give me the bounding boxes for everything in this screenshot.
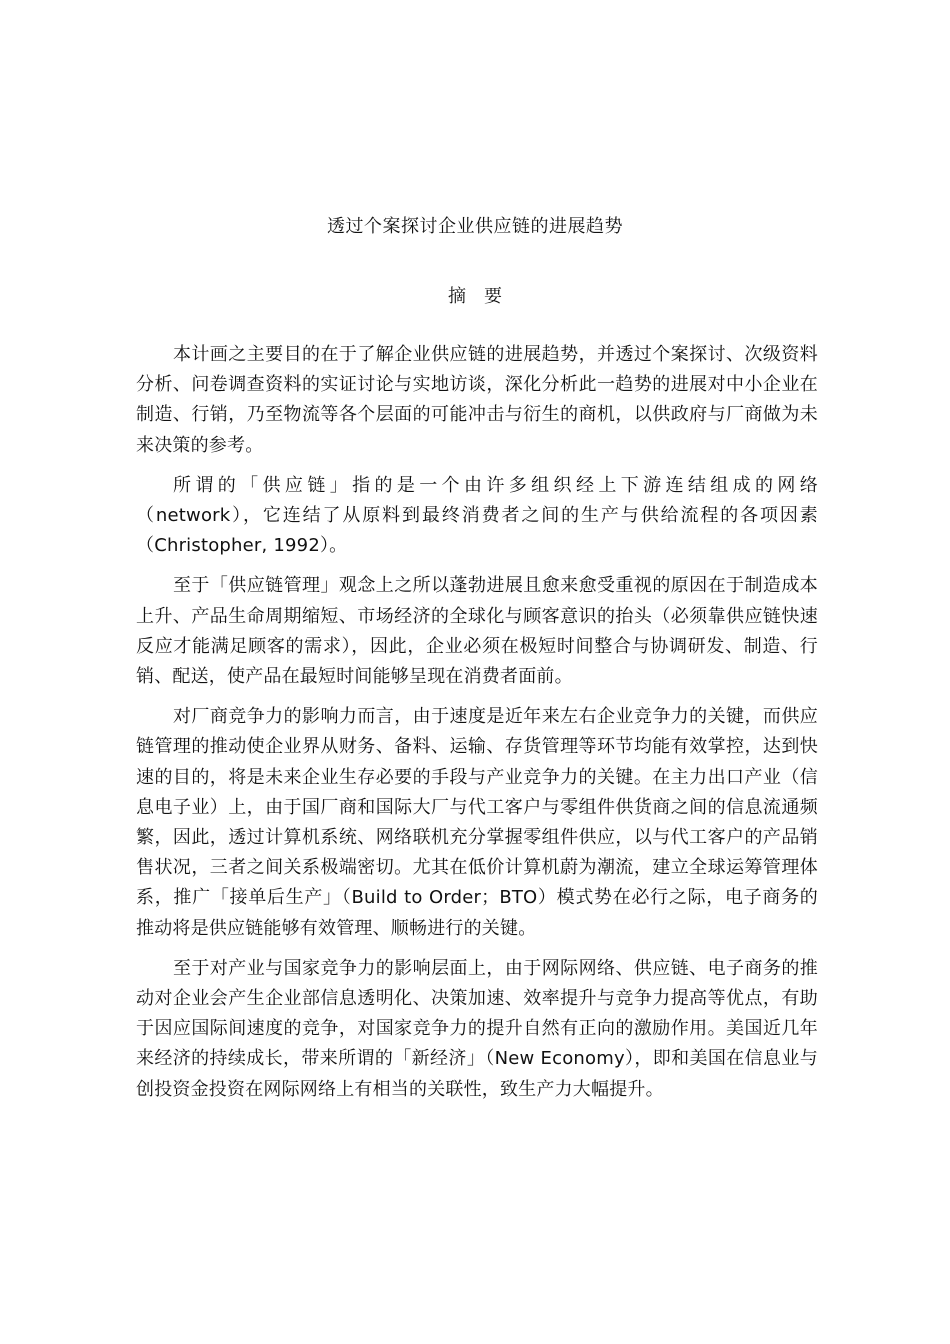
paragraph-4: 对厂商竞争力的影响力而言，由于速度是近年来左右企业竞争力的关键，而供应链管理的推动使企业界从财务、备料、运输、存货管理等环节均能有效掌控，达到快速的目的，将是未来企业生存必要的手段与产业竞争力的关键。在主力出口产业（信息电子业）上，由于国厂商和国际大厂与代工客户与零组件供货商之间的信息流通频繁，因此，透过计算机系统、网络联机充分掌握零组件供应，以与代工客户的产品销售状况，三者之间关系极端密切。尤其在低价计算机蔚为潮流，建立全球运筹管理体系，推广「接单后生产」（Build to Order；BTO）模式势在必行之际，电子商务的推动将是供应链能够有效管理、顺畅进行的关键。 — [136, 706, 818, 939]
paragraph-3: 至于「供应链管理」观念上之所以蓬勃进展且愈来愈受重视的原因在于制造成本上升、产品生命周期缩短、市场经济的全球化与顾客意识的抬头（必须靠供应链快速反应才能满足顾客的需求），因此，企业必须在极短时间整合与协调研发、制造、行销、配送，使产品在最短时间能够呈现在消费者面前。 — [136, 575, 818, 688]
paragraph-5: 至于对产业与国家竞争力的影响层面上，由于网际网络、供应链、电子商务的推动对企业会产生企业部信息透明化、决策加速、效率提升与竞争力提高等优点，有助于因应国际间速度的竞争，对国家竞争力的提升自然有正向的激励作用。美国近几年来经济的持续成长，带来所谓的「新经济」（New Economy），即和美国在信息业与创投资金投资在网际网络上有相当的关联性，致生产力大幅提升。 — [136, 957, 818, 1100]
document-title: 透过个案探讨企业供应链的进展趋势 — [327, 216, 623, 237]
paragraph-1: 本计画之主要目的在于了解企业供应链的进展趋势，并透过个案探讨、次级资料分析、问卷调查资料的实证讨论与实地访谈，深化分析此一趋势的进展对中小企业在制造、行销，乃至物流等各个层面的可能冲击与衍生的商机，以供政府与厂商做为未来决策的参考。 — [136, 344, 818, 456]
abstract-body — [136, 340, 818, 1115]
abstract-heading: 摘要 — [448, 286, 520, 307]
paragraph-2: 所谓的「供应链」指的是一个由许多组织经上下游连结组成的网络（network），它连结了从原料到最终消费者之间的生产与供给流程的各项因素（Christopher, 1992）。 — [136, 474, 818, 557]
